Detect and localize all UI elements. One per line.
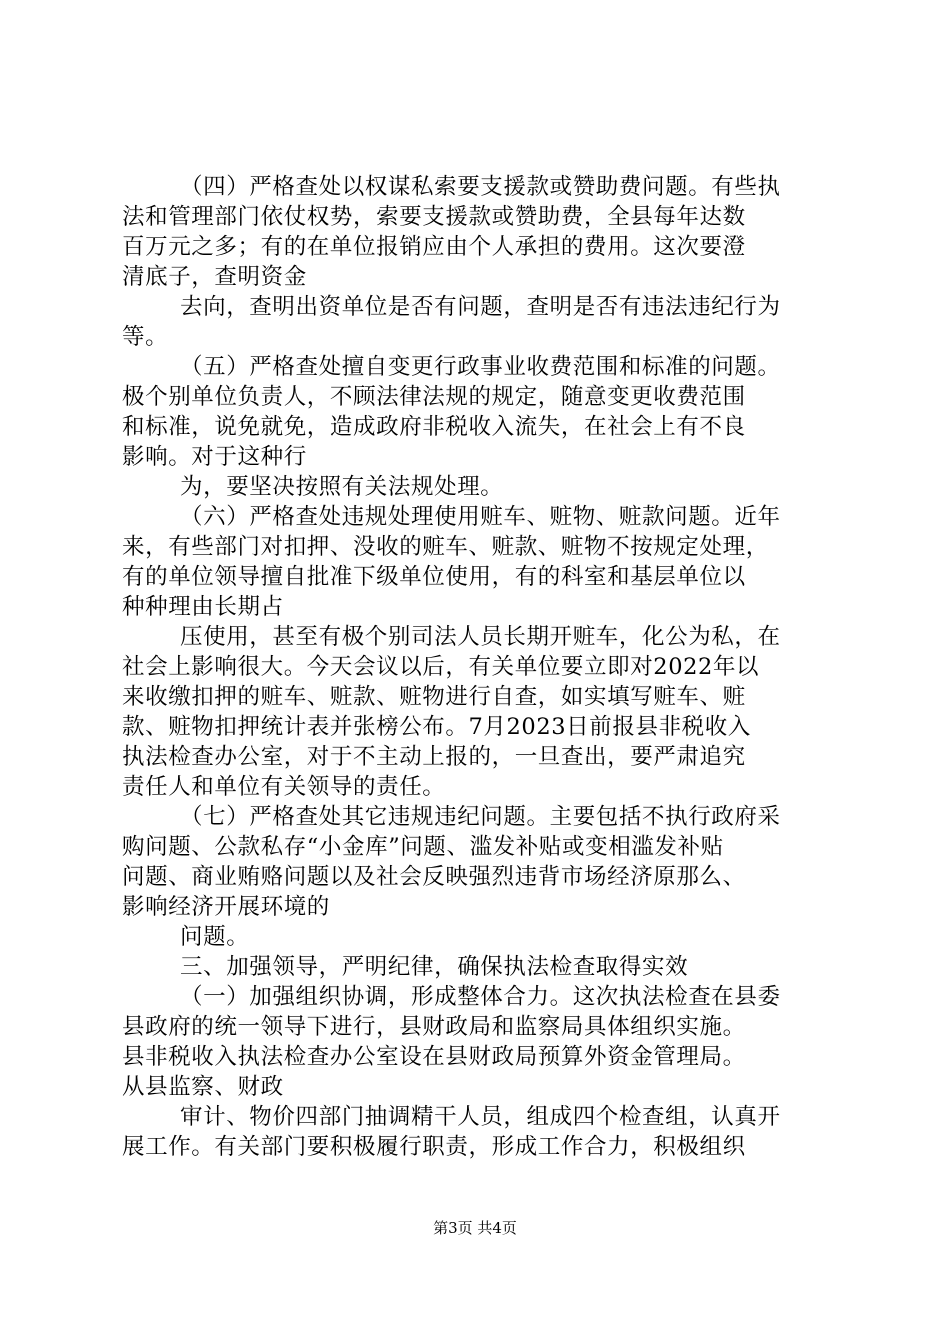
text-line: （七）严格查处其它违规违纪问题。主要包括不执行政府采 xyxy=(180,804,781,830)
text-line: 审计、物价四部门抽调精干人员，组成四个检查组，认真开 xyxy=(180,1104,781,1130)
text-line: 来，有些部门对扣押、没收的赃车、赃款、赃物不按规定处理， xyxy=(122,534,769,560)
text-line: 有的单位领导擅自批准下级单位使用，有的科室和基层单位以 xyxy=(122,564,746,590)
text-line: 影响经济开展环境的 xyxy=(122,894,330,920)
text-line: 清底子，查明资金 xyxy=(122,264,307,290)
text-line: 压使用，甚至有极个别司法人员长期开赃车，化公为私，在 xyxy=(180,624,781,650)
text-line: 种种理由长期占 xyxy=(122,594,284,620)
text-line: 款、赃物扣押统计表并张榜公布。7月2023日前报县非税收入 xyxy=(122,714,751,740)
text-line: （四）严格查处以权谋私索要支援款或赞助费问题。有些执 xyxy=(180,174,781,200)
text-line: 社会上影响很大。今天会议以后，有关单位要立即对2022年以 xyxy=(122,654,760,680)
text-line: 来收缴扣押的赃车、赃款、赃物进行自查，如实填写赃车、赃 xyxy=(122,684,746,710)
text-line: 责任人和单位有关领导的责任。 xyxy=(122,774,446,800)
document-body xyxy=(122,172,834,1162)
text-line: 问题。 xyxy=(180,924,250,950)
text-line: 县非税收入执法检查办公室设在县财政局预算外资金管理局。 xyxy=(122,1044,746,1070)
text-line: 去向，查明出资单位是否有问题，查明是否有违法违纪行为 xyxy=(180,294,781,320)
text-line: 从县监察、财政 xyxy=(122,1074,284,1100)
text-line: 三、加强领导，严明纪律，确保执法检查取得实效 xyxy=(180,954,689,980)
text-line: （六）严格查处违规处理使用赃车、赃物、赃款问题。近年 xyxy=(180,504,781,530)
text-line: 购问题、公款私存“小金库”问题、滥发补贴或变相滥发补贴 xyxy=(122,834,724,860)
text-line: 执法检查办公室，对于不主动上报的，一旦查出，要严肃追究 xyxy=(122,744,746,770)
text-line: （一）加强组织协调，形成整体合力。这次执法检查在县委 xyxy=(180,984,781,1010)
text-line: （五）严格查处擅自变更行政事业收费范围和标准的问题。 xyxy=(180,354,781,380)
text-line: 百万元之多；有的在单位报销应由个人承担的费用。这次要澄 xyxy=(122,234,746,260)
text-line: 法和管理部门依仗权势，索要支援款或赞助费，全县每年达数 xyxy=(122,204,746,230)
page-footer: 第3页 共4页 xyxy=(433,1219,517,1237)
text-line: 为，要坚决按照有关法规处理。 xyxy=(180,474,504,500)
text-line: 问题、商业贿赂问题以及社会反映强烈违背市场经济原那么、 xyxy=(122,864,746,890)
text-line: 展工作。有关部门要积极履行职责，形成工作合力，积极组织 xyxy=(122,1134,746,1160)
text-line: 等。 xyxy=(122,324,169,350)
text-line: 和标准，说免就免，造成政府非税收入流失，在社会上有不良 xyxy=(122,414,746,440)
text-line: 影响。对于这种行 xyxy=(122,444,307,470)
text-line: 县政府的统一领导下进行，县财政局和监察局具体组织实施。 xyxy=(122,1014,746,1040)
text-line: 极个别单位负责人，不顾法律法规的规定，随意变更收费范围 xyxy=(122,384,746,410)
